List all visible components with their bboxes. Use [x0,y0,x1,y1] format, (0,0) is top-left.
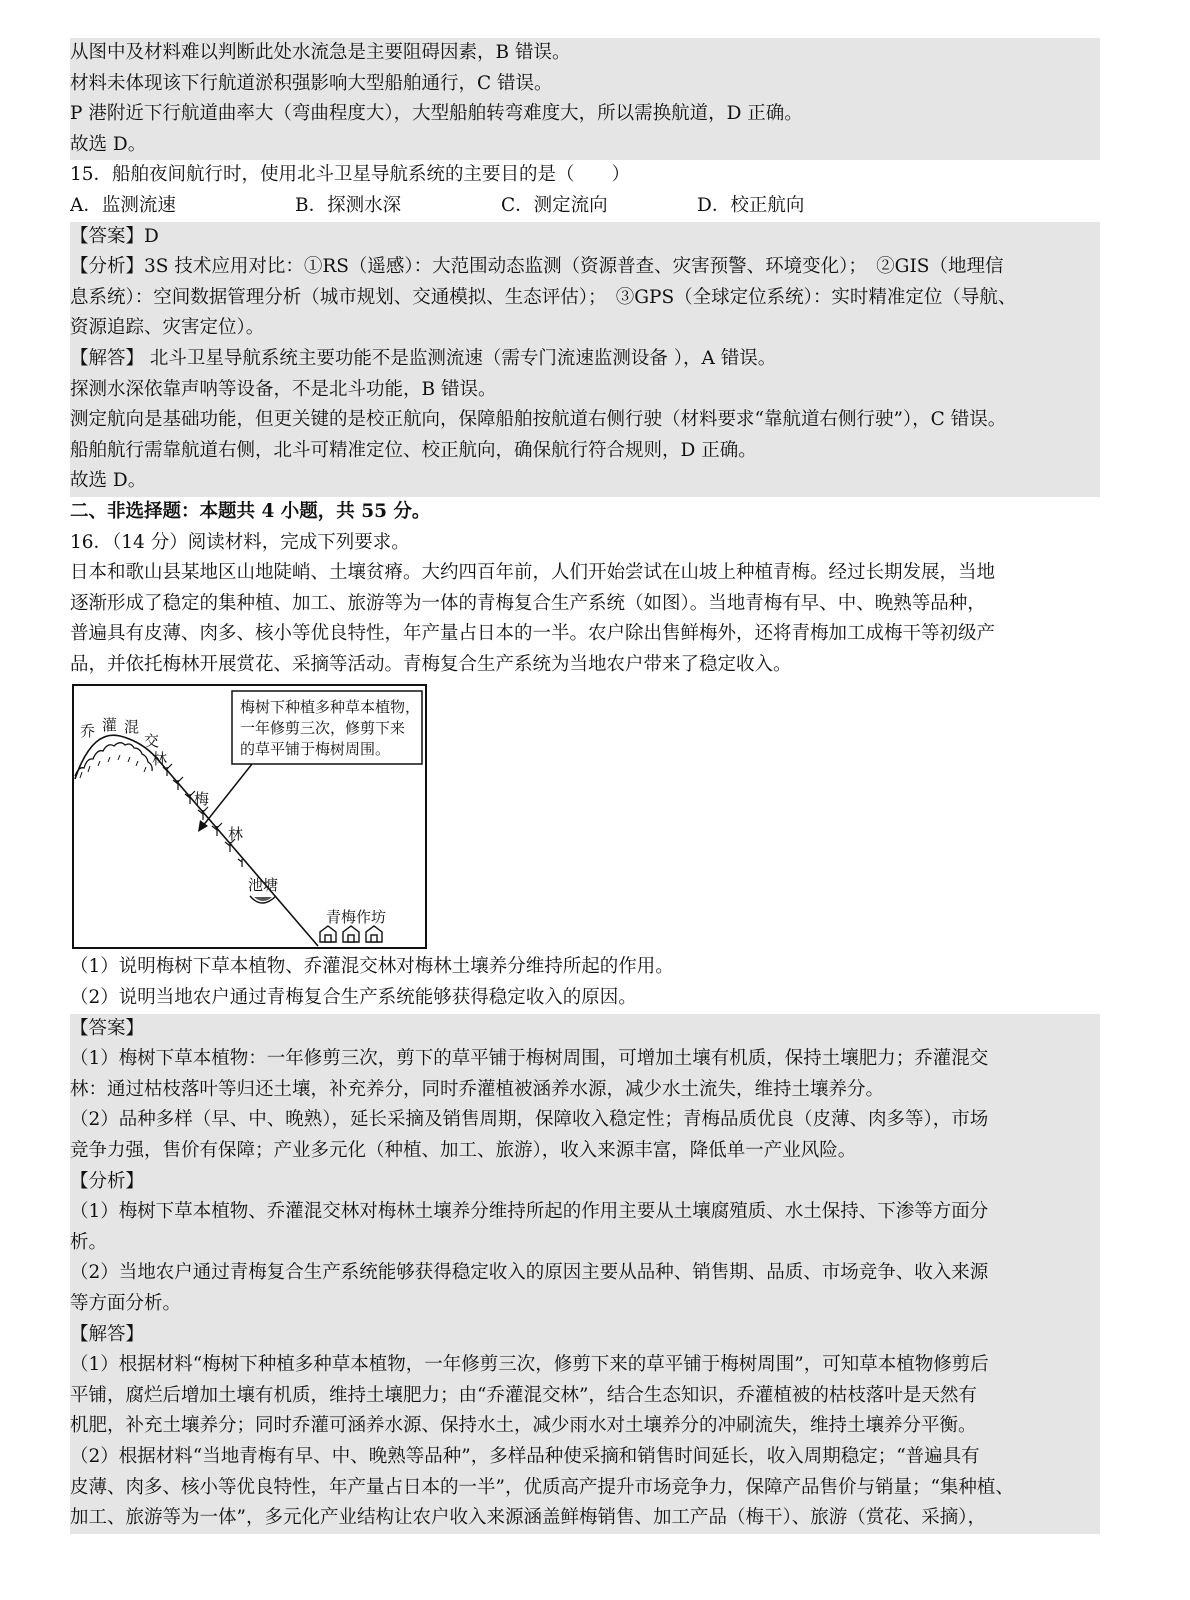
option-a: A．监测流速 [70,194,176,216]
section-title: 二、非选择题：本题共 4 小题，共 55 分。 [70,500,431,522]
solution-line: 【解答】 北斗卫星导航系统主要功能不是监测流速（需专门流速监测设备 ），A 错误。 [70,344,1100,375]
workshop-houses-icon [320,926,382,942]
solution-line: 平铺，腐烂后增加土壤有机质，维持土壤肥力；由“乔灌混交林”，结合生态知识，乔灌植被的枯枝落叶是天然有 [70,1381,1100,1412]
answer-line: 【答案】 [70,1014,1100,1045]
analysis-line: 等方面分析。 [70,1289,1100,1320]
plum-forest-label: 林 [228,825,244,844]
forest-label: 混 [124,718,140,737]
analysis-line: 【分析】3S 技术应用对比：①RS（遥感）：大范围动态监测（资源普查、灾害预警、环境变化）； ②GIS（地理信 [70,252,1100,283]
question-15-stem: 15．船舶夜间航行时，使用北斗卫星导航系统的主要目的是（ ） [70,164,631,186]
pond-label: 池塘 [248,876,279,895]
text-line: 故选 D。 [70,130,1100,161]
solution-line: 机肥，补充土壤养分；同时乔灌可涵养水源、保持水土，减少雨水对土壤养分的冲刷流失，维持土壤养分平衡。 [70,1411,1100,1442]
solution-line: 故选 D。 [70,466,1100,497]
solution-line: 【解答】 [70,1320,1100,1351]
plum-forest-label: 梅 [194,790,210,809]
solution-line: 船舶航行需靠航道右侧，北斗可精准定位、校正航向，确保航行符合规则，D 正确。 [70,436,1100,467]
solution-line: （1）根据材料“梅树下种植多种草本植物，一年修剪三次，修剪下来的草平铺于梅树周围”，可知草本植物修剪后 [70,1350,1100,1381]
text-line: P 港附近下行航道曲率大（弯曲程度大），大型船舶转弯难度大，所以需换航道，D 正确。 [70,99,1100,130]
answer-line: （2）品种多样（早、中、晚熟），延长采摘及销售周期，保障收入稳定性；青梅品质优良（皮薄、肉多等），市场 [70,1105,1100,1136]
forest-label: 乔 [80,722,96,741]
material-line: 品，并依托梅林开展赏花、采摘等活动。青梅复合生产系统为当地农户带来了稳定收入。 [70,653,792,675]
answer-line: （1）梅树下草本植物：一年修剪三次，剪下的草平铺于梅树周围，可增加土壤有机质，保持土壤肥力；乔灌混交 [70,1044,1100,1075]
analysis-line: （2）当地农户通过青梅复合生产系统能够获得稳定收入的原因主要从品种、销售期、品质、市场竞争、收入来源 [70,1258,1100,1289]
answer-line: 林：通过枯枝落叶等归还土壤，补充养分，同时乔灌植被涵养水源，减少水土流失，维持土壤养分。 [70,1075,1100,1106]
workshop-label: 青梅作坊 [326,908,387,927]
solution-line: 探测水深依靠声呐等设备，不是北斗功能，B 错误。 [70,375,1100,406]
answer-line: 【答案】D [70,222,1100,253]
text-line: 从图中及材料难以判断此处水流急是主要阻碍因素，B 错误。 [70,38,1100,69]
option-d: D．校正航向 [697,194,805,216]
analysis-line: 资源追踪、灾害定位）。 [70,313,1100,344]
material-line: 日本和歌山县某地区山地陡峭、土壤贫瘠。大约四百年前，人们开始尝试在山坡上种植青梅。经过长期发展，当地 [70,562,996,584]
callout-line: 的草平铺于梅树周围。 [240,740,391,759]
analysis-line: 息系统）：空间数据管理分析（城市规划、交通模拟、生态评估）； ③GPS（全球定位系统）：实时精准定位（导航、 [70,283,1100,314]
sub-question: （1）说明梅树下草本植物、乔灌混交林对梅林土壤养分维持所起的作用。 [70,956,674,978]
solution-line: 皮薄、肉多、核小等优良特性，年产量占日本的一半”，优质高产提升市场竞争力，保障产品售价与销量；“集种植、 [70,1473,1100,1504]
material-line: 普遍具有皮薄、肉多、核小等优良特性，年产量占日本的一半。农户除出售鲜梅外，还将青梅加工成梅干等初级产 [70,623,996,645]
option-b: B．探测水深 [295,194,402,216]
sub-question: （2）说明当地农户通过青梅复合生产系统能够获得稳定收入的原因。 [70,987,637,1009]
material-line: 逐渐形成了稳定的集种植、加工、旅游等为一体的青梅复合生产系统（如图）。当地青梅有早、中、晚熟等品种， [70,592,986,614]
forest-label: 交 [144,732,160,751]
plum-system-figure [72,684,428,950]
forest-label: 林 [152,750,168,769]
analysis-line: 析。 [70,1228,1100,1259]
solution-line: 加工、旅游等为一体”，多元化产业结构让农户收入来源涵盖鲜梅销售、加工产品（梅干）、旅游（赏花、采摘）， [70,1503,1100,1534]
figure-svg [72,684,428,950]
callout-line: 一年修剪三次，修剪下来 [240,719,406,738]
analysis-line: （1）梅树下草本植物、乔灌混交林对梅林土壤养分维持所起的作用主要从土壤腐殖质、水土保持、下渗等方面分 [70,1197,1100,1228]
solution-line: （2）根据材料“当地青梅有早、中、晚熟等品种”，多样品种使采摘和销售时间延长，收入周期稳定；“普遍具有 [70,1442,1100,1473]
question-15-options [70,191,1100,222]
analysis-line: 【分析】 [70,1167,1100,1198]
callout-line: 梅树下种植多种草本植物， [240,698,421,717]
document-page [0,38,1190,1534]
answer-line: 竞争力强，售价有保障；产业多元化（种植、加工、旅游），收入来源丰富，降低单一产业风险。 [70,1136,1100,1167]
question-16-stem: 16．（14 分）阅读材料，完成下列要求。 [70,531,410,553]
option-c: C．测定流向 [501,194,608,216]
forest-label: 灌 [102,716,118,735]
solution-line: 测定航向是基础功能，但更关键的是校正航向，保障船舶按航道右侧行驶（材料要求“靠航道右侧行驶”），C 错误。 [70,405,1100,436]
text-line: 材料未体现该下行航道淤积强影响大型船舶通行，C 错误。 [70,69,1100,100]
